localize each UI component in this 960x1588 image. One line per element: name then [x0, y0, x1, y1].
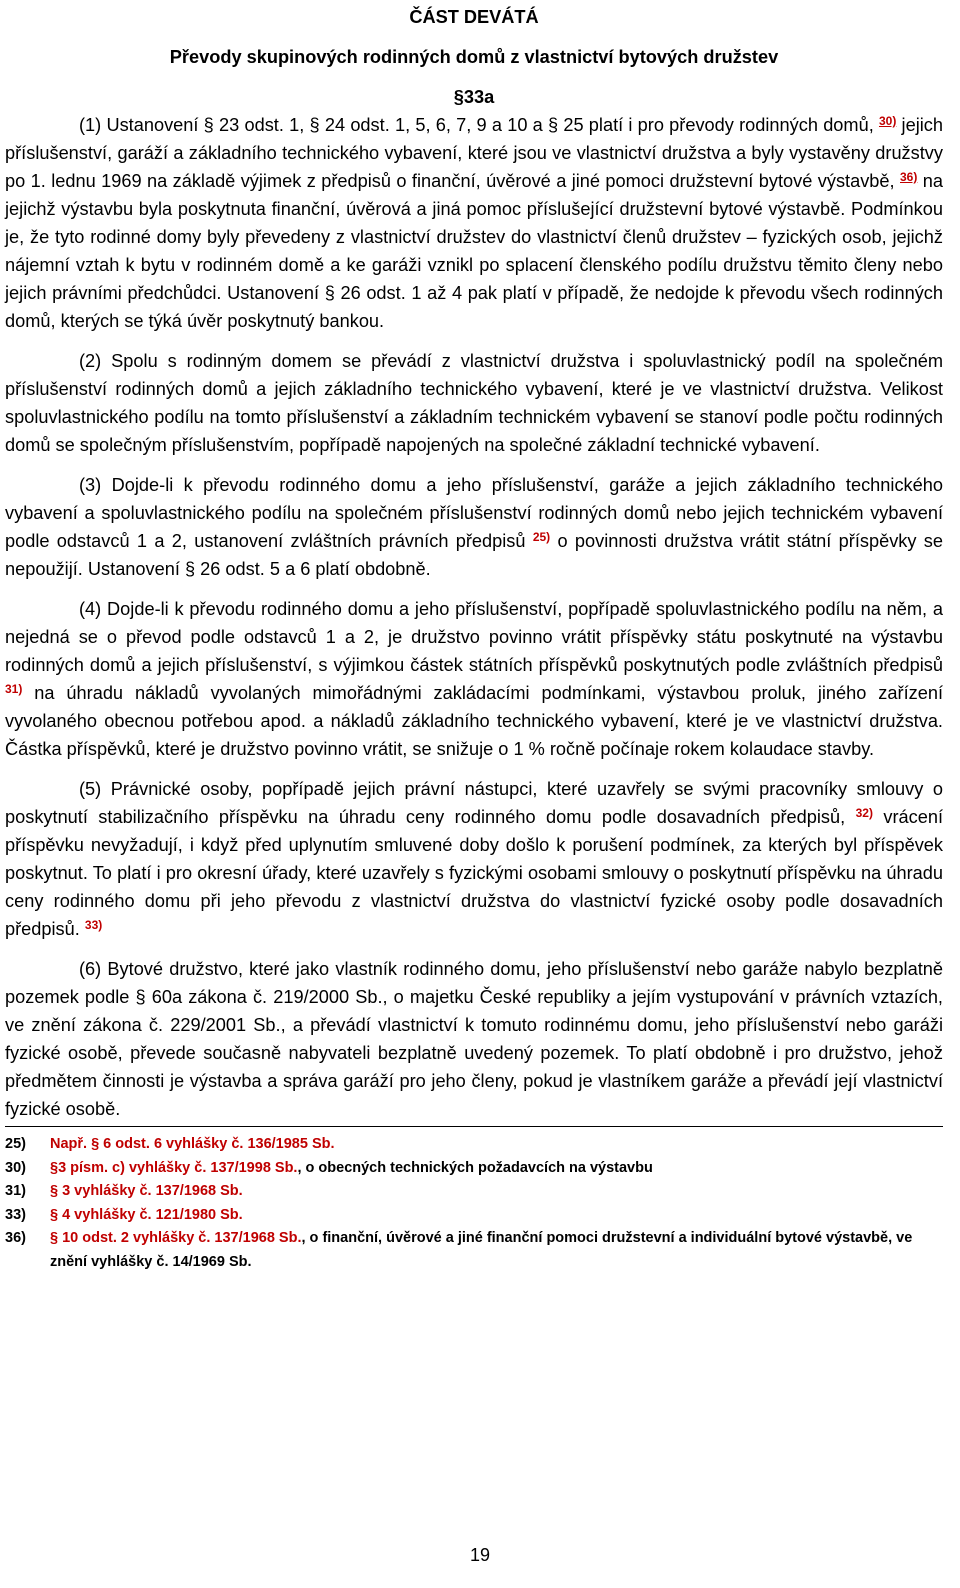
paragraph-6: (6) Bytové družstvo, které jako vlastník rodinného domu, jeho příslušenství nebo garáže nabylo bezplatně pozemek podle § 60a zákona č. 219/2000 Sb., o majetku České republiky a jejím vystupování v právních vztazích, ve znění zákona č. 229/2001 Sb., a převádí vlastnictví k tomuto rodinnému domu, jeho příslušenství nebo garáži fyzické osobě, převede současně nabyvateli bezplatně uvedený pozemek. To platí obdobně i pro družstvo, jehož předmětem činnosti je výstavba a správa garáží pro jeho členy, pokud je vlastníkem garáže a převádí její vlastnictví fyzické osobě.	[5, 959, 943, 1119]
paragraph-3-text-b: o povinnosti družstva vrátit státní příspěvky se nepoužijí. Ustanovení § 26 odst. 5 a 6 platí obdobně.	[5, 531, 943, 579]
footnote-item	[5, 1204, 943, 1228]
footnote-ref-30[interactable]: 30)	[878, 114, 897, 128]
paragraph-3-text-a: (3) Dojde-li k převodu rodinného domu a jeho příslušenství, garáže a jejich základního technického vybavení a spoluvlastnického podílu na společném příslušenství rodinných domů nebo jejich technickém vybavení podle odstavců 1 a 2, ustanovení zvláštních právních předpisů	[5, 475, 943, 551]
footnote-number: 36)	[5, 1230, 26, 1246]
footnote-item	[5, 1227, 943, 1274]
paragraph-3	[5, 471, 943, 583]
paragraph-4-text-a: (4) Dojde-li k převodu rodinného domu a jeho příslušenství, popřípadě spoluvlastnického podílu na něm, a nejedná se o převod podle odstavců 1 a 2, je družstvo povinno vrátit příspěvky státu poskytnuté na výstavbu rodinných domů a jejich příslušenství, s výjimkou částek státních příspěvků poskytnutých podle zvláštních předpisů	[5, 599, 943, 675]
paragraph-1-text-c: na jejichž výstavbu byla poskytnuta finanční, úvěrová a jiná pomoc příslušející družstevní bytové výstavbě. Podmínkou je, že tyto rodinné domy byly převedeny z vlastnictví družstev do vlastnictví členů družstev – fyzických osob, jejichž nájemní vztah k bytu v rodinném domě a ke garáži vznikl po splacení členského podílu družstvu těmito členy nebo jejich právními předchůdci. Ustanovení § 26 odst. 1 až 4 pak platí v případě, že nedojde k převodu všech rodinných domů, kterých se týká úvěr poskytnutý bankou.	[5, 171, 943, 331]
footnote-text	[50, 1180, 943, 1204]
footnote-number: 33)	[5, 1206, 26, 1223]
footnote-ref-31[interactable]: 31)	[5, 682, 23, 696]
footnote-ref-25[interactable]: 25)	[532, 530, 551, 544]
paragraph-2: (2) Spolu s rodinným domem se převádí z vlastnictví družstva i spoluvlastnický podíl na společném příslušenství rodinných domů a jejich základního technického vybavení, které je ve vlastnictví družstva. Velikost spoluvlastnického podílu na tomto příslušenství a základním technickém vybavení se stanoví podle počtu rodinných domů se společným příslušenstvím, popřípadě napojených na společné základní technické vybavení.	[5, 351, 943, 455]
footnote-text	[50, 1227, 943, 1274]
footnote-separator	[5, 1126, 943, 1127]
footnote-rest: , o obecných technických požadavcích na výstavbu	[297, 1159, 653, 1176]
paragraph-1-text-b: jejich příslušenství, garáží a základního technického vybavení, které jsou ve vlastnictví družstva a byly vystavěny družstvy po 1. lednu 1969 na základě výjimek z předpisů o finanční, úvěrové a jiné pomoci družstevní bytové výstavbě,	[5, 115, 943, 191]
footnote-number: 25)	[5, 1136, 26, 1152]
footnote-link[interactable]: § 10 odst. 2 vyhlášky č. 137/1968 Sb.	[50, 1230, 302, 1246]
footnote-rest: , o finanční, úvěrové a jiné finanční pomoci družstevní a individuální bytové výstavbě, ve znění vyhlášky č. 14/1969 Sb.	[50, 1230, 913, 1270]
chapter-title: Převody skupinových rodinných domů z vlastnictví bytových družstev	[169, 47, 779, 67]
document-body	[5, 0, 943, 1274]
paragraph-1-text-a: (1) Ustanovení § 23 odst. 1, § 24 odst. 1, 5, 6, 7, 9 a 10 a § 25 platí i pro převody rodinných domů,	[79, 115, 874, 135]
footnote-ref-33[interactable]: 33)	[84, 918, 103, 932]
paragraph-5-text-a: (5) Právnické osoby, popřípadě jejich právní nástupci, které uzavřely se svými pracovníky smlouvy o poskytnutí stabilizačního příspěvku na úhradu ceny rodinného domu podle dosavadních předpisů,	[5, 779, 943, 827]
footnotes-list	[5, 1133, 943, 1274]
footnote-item	[5, 1157, 943, 1181]
footnote-ref-36[interactable]: 36)	[900, 170, 918, 184]
paragraph-5	[5, 775, 943, 943]
section-number: §33a	[453, 87, 495, 107]
footnote-link[interactable]: §3 písm. c) vyhlášky č. 137/1998 Sb.	[50, 1159, 298, 1176]
paragraph-1	[5, 111, 943, 335]
footnote-item	[5, 1133, 943, 1157]
footnote-text	[50, 1157, 943, 1181]
paragraph-5-text-b: vrácení příspěvku nevyžadují, i když před uplynutím smluvené doby došlo k porušení podmínek, za kterých byl příspěvek poskytnut. To platí i pro okresní úřady, které uzavřely s fyzickými osobami smlouvy o poskytnutí příspěvku na úhradu ceny rodinného domu při jeho převodu z vlastnictví družstva do vlastnictví fyzické osoby podle dosavadních předpisů.	[5, 807, 944, 939]
footnote-link[interactable]: Např. § 6 odst. 6 vyhlášky č. 136/1985 Sb.	[50, 1136, 335, 1152]
footnote-link[interactable]: § 4 vyhlášky č. 121/1980 Sb.	[50, 1206, 243, 1223]
footnote-text	[50, 1133, 943, 1157]
part-heading: ČÁST DEVÁTÁ	[409, 7, 539, 27]
page-number: 19	[469, 1545, 491, 1565]
footnote-text	[50, 1204, 943, 1228]
paragraph-4	[5, 595, 943, 763]
footnote-item	[5, 1180, 943, 1204]
paragraph-4-text-b: na úhradu nákladů vyvolaných mimořádnými zakládacími podmínkami, výstavbou proluk, jiného zařízení vyvolaného obecnou potřebou apod. a nákladů základního technického vybavení, které je ve vlastnictví družstva. Částka příspěvků, které je družstvo povinno vrátit, se snižuje o 1 % ročně počínaje rokem kolaudace stavby.	[5, 683, 943, 759]
footnote-number: 30)	[5, 1159, 26, 1176]
footnote-number: 31)	[5, 1183, 26, 1199]
footnote-ref-32[interactable]: 32)	[855, 806, 873, 820]
footnote-link[interactable]: § 3 vyhlášky č. 137/1968 Sb.	[50, 1183, 243, 1199]
